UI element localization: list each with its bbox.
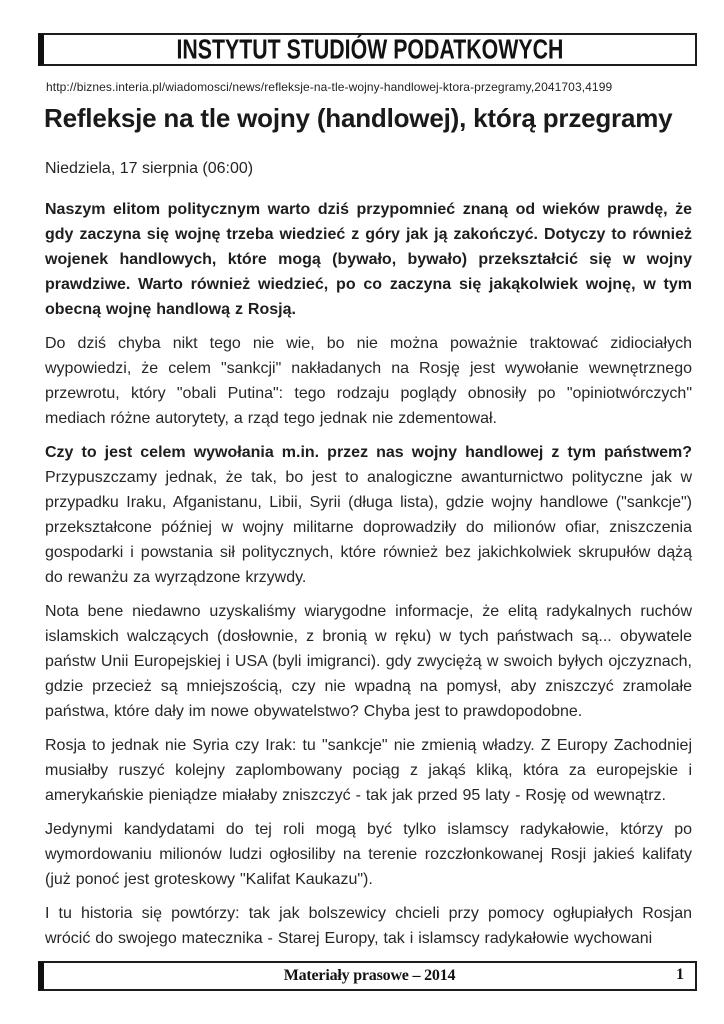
paragraph: Do dziś chyba nikt tego nie wie, bo nie można poważnie traktować zidiociałych wypowiedzi, że celem "sankcji" nakładanych na Rosję jest wywołanie wewnętrznego przewrotu, który "obali Putina": tego rodzaju poglądy obnosiły po "opiniotwórczych" mediach różne autorytety, a rząd tego jednak nie zdementował.	[45, 335, 692, 427]
paragraph: Rosja to jednak nie Syria czy Irak: tu "sankcje" nie zmienią władzy. Z Europy Zachodniej musiałby ruszyć kolejny zaplombowany pociąg z jakąś kliką, która za europejskie i amerykańskie pieniądze miałaby zniszczyć - tak jak przed 95 laty - Rosję od wewnątrz.	[45, 737, 692, 804]
paragraph-lead: Naszym elitom politycznym warto dziś przypomnieć znaną od wieków prawdę, że gdy zaczyna się wojnę trzeba wiedzieć z góry jak ją zakończyć. Dotyczy to również wojenek handlowych, które mogą (bywało, bywało) przekształcić się w wojny prawdziwe. Warto również wiedzieć, po co zaczyna się jakąkolwiek wojnę, w tym obecną wojnę handlową z Rosją.	[45, 201, 692, 318]
paragraph: Jedynymi kandydatami do tej roli mogą być tylko islamscy radykałowie, którzy po wymordowaniu milionów ludzi ogłosiliby na terenie rozczłonkowanej Rosji jakieś kalifaty (już ponoć jest groteskowy "Kalifat Kaukazu").	[45, 821, 692, 888]
paragraph-bold-lead: Czy to jest celem wywołania m.in. przez nas wojny handlowej z tym państwem?	[45, 444, 692, 461]
institute-name: INSTYTUT STUDIÓW PODATKOWYCH	[176, 32, 563, 66]
paragraph-truncated: I tu historia się powtórzy: tak jak bolszewicy chcieli przy pomocy ogłupiałych Rosjan wrócić do swojego matecznika - Starej Europy, tak i islamscy radykałowie wychowani	[45, 905, 692, 947]
footer-page-number: 1	[676, 966, 684, 983]
paragraph-text: Przypuszczamy jednak, że tak, bo jest to analogiczne awanturnictwo polityczne jak w przypadku Iraku, Afganistanu, Libii, Syrii (długa lista), gdzie wojny handlowe ("sankcje") przekształcone później w wojny militarne doprowadziły do milionów ofiar, zniszczenia gospodarki i powstania sił politycznych, które również bez jakichkolwiek skrupułów dążą do rewanżu za wyrządzone krzywdy.	[45, 469, 692, 586]
article-title: Refleksje na tle wojny (handlowej), którą przegramy	[44, 103, 673, 133]
source-url: http://biznes.interia.pl/wiadomosci/news/refleksje-na-tle-wojny-handlowej-ktora-przegramy,2041703,4199	[46, 80, 613, 94]
article-body	[45, 197, 692, 960]
footer-box	[38, 961, 697, 991]
article-date: Niedziela, 17 sierpnia (06:00)	[45, 160, 254, 177]
paragraph: Nota bene niedawno uzyskaliśmy wiarygodne informacje, że elitą radykalnych ruchów islamskich walczących (dosłownie, z bronią w ręku) w tych państwach są... obywatele państw Unii Europejskiej i USA (byli imigranci). gdy zwyciężą w swoich byłych ojczyznach, gdzie przecież są mniejszością, czy nie wpadną na pomysł, aby zniszczyć zramolałe państwa, które dały im nowe obywatelstwo? Chyba jest to prawdopodobne.	[45, 603, 692, 720]
paragraph	[45, 440, 692, 590]
masthead-box	[38, 33, 697, 66]
footer-label: Materiały prasowe – 2014	[283, 967, 456, 984]
